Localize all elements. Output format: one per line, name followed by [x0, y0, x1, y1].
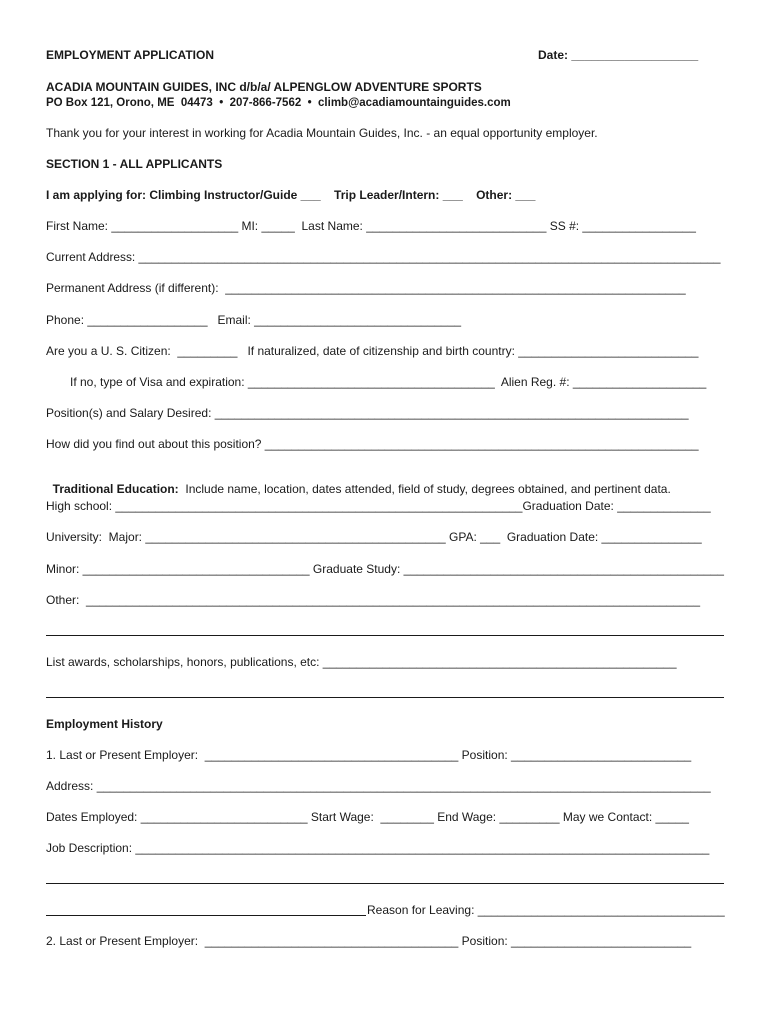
current-address-line[interactable]: Current Address: ________________________________________________________________________________________	[46, 250, 721, 264]
other-line[interactable]: Other: ____________________________________________________________________________________________	[46, 593, 701, 607]
employment-heading: Employment History	[46, 717, 163, 731]
employer-2-line[interactable]: 2. Last or Present Employer: ______________________________________ Position: ___________________________	[46, 934, 692, 948]
date-field[interactable]: Date: ___________________	[538, 48, 699, 62]
job-description-line[interactable]: Job Description: ______________________________________________________________________________________	[46, 841, 710, 855]
phone-email-line[interactable]: Phone: __________________ Email: _______________________________	[46, 313, 462, 327]
visa-line[interactable]: If no, type of Visa and expiration: _____________________________________ Alien Reg. #: ____________________	[70, 375, 707, 389]
blank-line-2[interactable]	[46, 697, 724, 698]
reason-for-leaving-line[interactable]: Reason for Leaving: _____________________________________	[367, 903, 725, 917]
education-heading-line	[46, 468, 671, 496]
company-name: ACADIA MOUNTAIN GUIDES, INC d/b/a/ ALPENGLOW ADVENTURE SPORTS	[46, 80, 482, 94]
thanks-note: Thank you for your interest in working for Acadia Mountain Guides, Inc. - an equal opportunity employer.	[46, 126, 598, 140]
name-line[interactable]: First Name: ___________________ MI: _____ Last Name: ___________________________ SS #: _________________	[46, 219, 696, 233]
form-title: EMPLOYMENT APPLICATION	[46, 48, 214, 62]
high-school-line[interactable]: High school: _____________________________________________________________Graduation Date: ______________	[46, 499, 711, 513]
permanent-address-line[interactable]: Permanent Address (if different): _____________________________________________________________________	[46, 281, 686, 295]
citizen-line[interactable]: Are you a U. S. Citizen: _________ If naturalized, date of citizenship and birth country: ___________________________	[46, 344, 699, 358]
employer-1-line[interactable]: 1. Last or Present Employer: ______________________________________ Position: ___________________________	[46, 748, 692, 762]
education-note: Include name, location, dates attended, field of study, degrees obtained, and pertinent data.	[178, 482, 671, 496]
company-contact: PO Box 121, Orono, ME 04473 • 207-866-7562 • climb@acadiamountainguides.com	[46, 97, 511, 109]
section-1-title: SECTION 1 - ALL APPLICANTS	[46, 157, 223, 171]
university-line[interactable]: University: Major: _____________________________________________ GPA: ___ Graduation Date: _______________	[46, 530, 702, 544]
position-salary-line[interactable]: Position(s) and Salary Desired: _______________________________________________________________________	[46, 406, 689, 420]
dates-employed-line[interactable]: Dates Employed: _________________________ Start Wage: ________ End Wage: _________ May we Contact: _____	[46, 810, 689, 824]
employer-address-line[interactable]: Address: ____________________________________________________________________________________________	[46, 779, 711, 793]
awards-line[interactable]: List awards, scholarships, honors, publications, etc: _____________________________________________________	[46, 655, 677, 669]
minor-line[interactable]: Minor: __________________________________ Graduate Study: ________________________________________________	[46, 562, 724, 576]
find-out-line[interactable]: How did you find out about this position? _________________________________________________________________	[46, 437, 699, 451]
education-heading: Traditional Education:	[52, 482, 179, 496]
blank-line-4[interactable]	[46, 915, 366, 916]
applying-for-line[interactable]: I am applying for: Climbing Instructor/Guide ___ Trip Leader/Intern: ___ Other: ___	[46, 188, 536, 202]
blank-line-1[interactable]	[46, 635, 724, 636]
blank-line-3[interactable]	[46, 883, 724, 884]
